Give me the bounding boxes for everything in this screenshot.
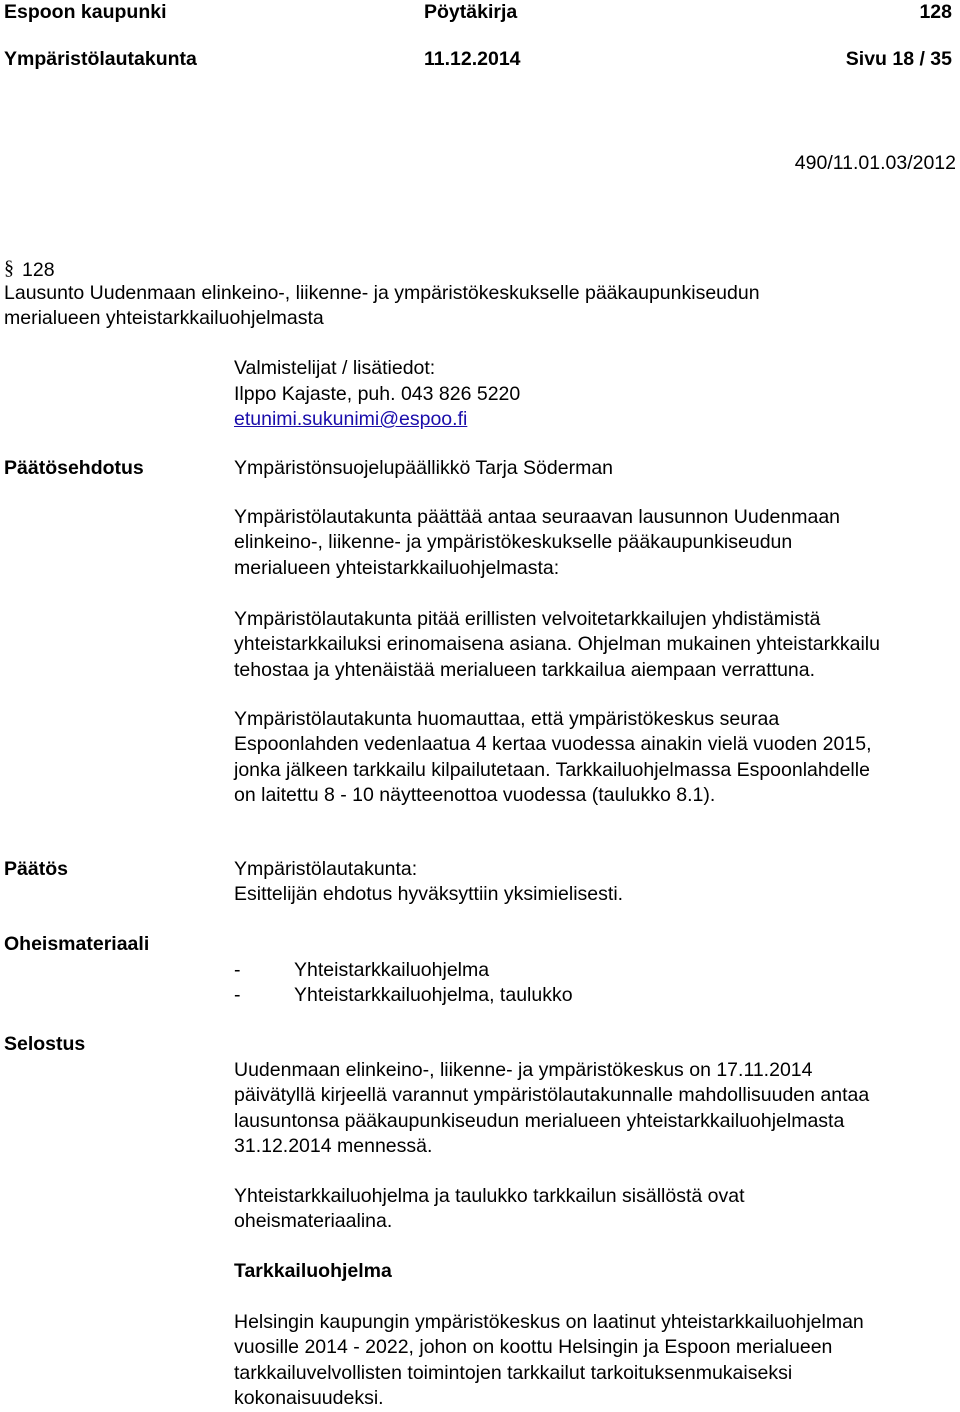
proposal-paragraph-2: [234, 607, 958, 683]
text-line: Helsingin kaupungin ympäristökeskus on laatinut yhteistarkkailuohjelman: [234, 1311, 864, 1333]
text-line: Ympäristölautakunta päättää antaa seuraavan lausunnon Uudenmaan: [234, 506, 841, 528]
section-number-header: 128: [919, 1, 952, 23]
text-line: Ympäristölautakunta pitää erillisten velvoitetarkkailujen yhdistämistä: [234, 608, 821, 630]
decision-heading: Päätös: [4, 858, 68, 880]
text-line: on laitettu 8 - 10 näytteenottoa vuodessa (taulukko 8.1).: [234, 784, 716, 807]
description-paragraph-3: [234, 1310, 958, 1412]
attachment-label: Yhteistarkkailuohjelma, taulukko: [294, 984, 573, 1006]
description-heading: Selostus: [4, 1033, 86, 1055]
proposal-paragraph-1: [234, 505, 958, 581]
text-line: jonka jälkeen tarkkailu kilpailutetaan. Tarkkailuohjelmassa Espoonlahdelle: [234, 758, 870, 781]
text-line: Yhteistarkkailuohjelma ja taulukko tarkkailun sisällöstä ovat: [234, 1185, 745, 1207]
meeting-date: 11.12.2014: [424, 48, 521, 70]
subheading: Tarkkailuohjelma: [234, 1260, 392, 1282]
preparer-email-link[interactable]: etunimi.sukunimi@espoo.fi: [234, 408, 468, 430]
text-line: vuosille 2014 - 2022, johon on koottu Helsingin ja Espoon merialueen: [234, 1336, 833, 1359]
text-line: oheismateriaalina.: [234, 1210, 393, 1233]
text-line: lausuntonsa pääkaupunkiseudun merialueen yhteistarkkailuohjelmasta: [234, 1109, 845, 1132]
preparer-contact: Ilppo Kajaste, puh. 043 826 5220: [234, 382, 521, 405]
board-name: Ympäristölautakunta: [4, 48, 197, 70]
svg-text:§: §: [4, 257, 14, 278]
doc-type: Pöytäkirja: [424, 1, 518, 23]
bullet-dash: -: [234, 984, 241, 1006]
text-line: Ympäristölautakunta:: [234, 858, 418, 880]
section-title-line: Lausunto Uudenmaan elinkeino-, liikenne- ja ympäristökeskukselle pääkaupunkiseudun: [4, 282, 760, 304]
attachments-heading: Oheismateriaali: [4, 933, 150, 955]
text-line: Espoonlahden vedenlaatua 4 kertaa vuodessa ainakin vielä vuoden 2015,: [234, 733, 872, 756]
section-number-text: 128: [22, 259, 55, 281]
description-paragraph-2: [234, 1184, 958, 1235]
proposal-heading: Päätösehdotus: [4, 457, 144, 479]
section-title-line: merialueen yhteistarkkailuohjelmasta: [4, 307, 324, 329]
preparers-label: Valmistelijat / lisätiedot:: [234, 357, 436, 379]
text-line: kokonaisuudeksi.: [234, 1387, 384, 1410]
text-line: päivätyllä kirjeellä varannut ympäristölautakunnalle mahdollisuuden antaa: [234, 1084, 870, 1107]
text-line: merialueen yhteistarkkailuohjelmasta:: [234, 556, 560, 579]
attachment-label: Yhteistarkkailuohjelma: [294, 959, 490, 981]
text-line: 31.12.2014 mennessä.: [234, 1135, 433, 1158]
attachment-item: [234, 983, 573, 1008]
proposer: Ympäristönsuojelupäällikkö Tarja Söderman: [234, 457, 614, 479]
org-name: Espoon kaupunki: [4, 1, 167, 23]
record-id: 490/11.01.03/2012: [794, 152, 956, 174]
decision-text: [234, 857, 958, 908]
text-line: tehostaa ja yhtenäistää merialueen tarkkailua aiempaan verrattuna.: [234, 658, 816, 681]
preparers-block: [234, 356, 520, 433]
text-line: yhteistarkkailuksi erinomaisena asiana. Ohjelman mukainen yhteistarkkailu: [234, 633, 880, 656]
paragraph-icon: [4, 256, 18, 278]
description-paragraph-1: [234, 1058, 958, 1160]
text-line: tarkkailuvelvollisten toimintojen tarkkailut tarkoituksenmukaiseksi: [234, 1361, 793, 1384]
bullet-dash: -: [234, 959, 241, 981]
attachment-item: [234, 958, 489, 983]
section-number: [4, 256, 55, 282]
proposal-paragraph-3: [234, 707, 958, 809]
text-line: Uudenmaan elinkeino-, liikenne- ja ympäristökeskus on 17.11.2014: [234, 1059, 813, 1081]
page-indicator: Sivu 18 / 35: [845, 48, 952, 70]
text-line: Esittelijän ehdotus hyväksyttiin yksimielisesti.: [234, 883, 624, 906]
section-title: [4, 281, 760, 331]
text-line: Ympäristölautakunta huomauttaa, että ympäristökeskus seuraa: [234, 708, 780, 730]
text-line: elinkeino-, liikenne- ja ympäristökeskukselle pääkaupunkiseudun: [234, 531, 793, 554]
